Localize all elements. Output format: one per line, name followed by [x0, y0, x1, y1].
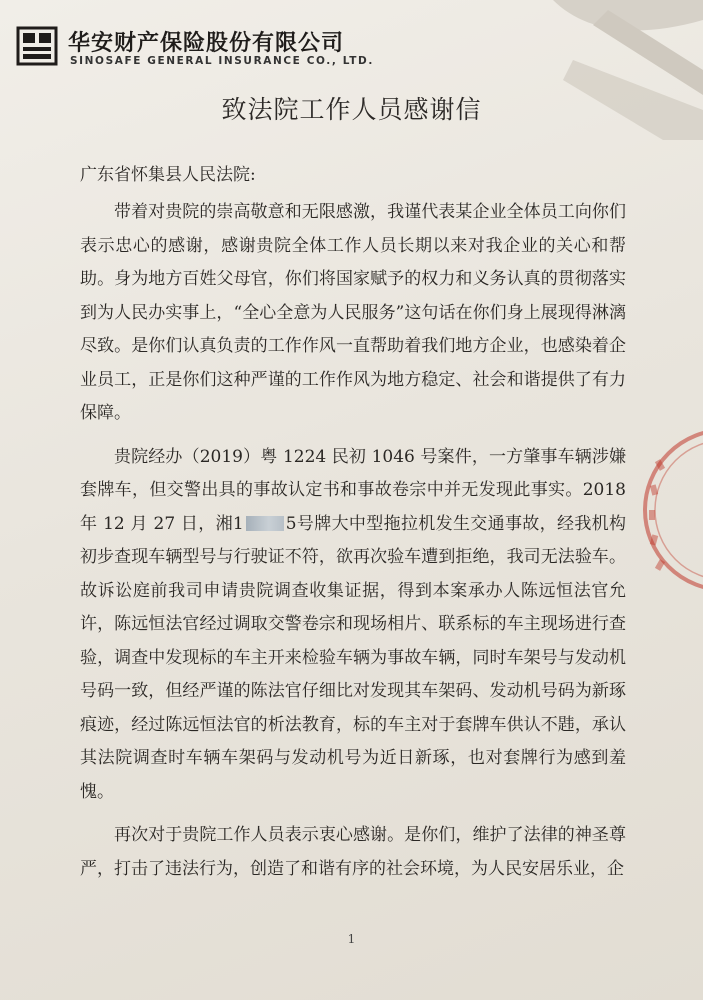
- paragraph-2: [80, 441, 626, 810]
- page-number: 1: [347, 932, 356, 946]
- paragraph-2-part-1: 贵院经办（2019）粤 1224 民初 1046 号案件，一方肇事车辆涉嫌套牌车，但交警出具的事故认定书和事故卷宗中并无发现此事实。2018 年 12 月 27 日，湘: [80, 446, 626, 534]
- company-name-en: SINOSAFE GENERAL INSURANCE CO., LTD.: [70, 55, 374, 67]
- sinosafe-logo-icon: [14, 24, 60, 68]
- salutation: 广东省怀集县人民法院:: [80, 165, 256, 185]
- letter-body: [80, 196, 626, 896]
- letter-title: 致法院工作人员感谢信: [221, 95, 482, 124]
- plate-fragment-1: 1: [232, 513, 244, 534]
- paragraph-2-part-2: 号牌大中型拖拉机发生交通事故，经我机构初步查现车辆型号与行驶证不符，欲再次验车遭到拒绝，我司无法验车。故诉讼庭前我司申请贵院调查收集证据，得到本案承办人陈远恒法官允许，陈远恒法官经过调取交警卷宗和现场相片、联系标的车主现场进行查验，调查中发现标的车主开来检验车辆为事故车辆，同时车架号与发动机号码一致，但经严谨的陈法官仔细比对发现其车架码、发动机号码为新琢痕迹，经过陈远恒法官的析法教育，标的车主对于套牌车供认不韪，承认其法院调查时车辆车架码与发动机号为近日新琢，也对套牌行为感到羞愧。: [80, 513, 626, 802]
- plate-fragment-2: 5: [285, 513, 297, 534]
- paragraph-1: 带着对贵院的崇高敬意和无限感激，我谨代表某企业全体员工向你们表示忠心的感谢，感谢贵院全体工作人员长期以来对我企业的关心和帮助。身为地方百姓父母官，你们将国家赋予的权力和义务认真的贯彻落实到为人民办实事上，“全心全意为人民服务”这句话在你们身上展现得淋漓尽致。是你们认真负责的工作作风一直帮助着我们地方企业，也感染着企业员工，正是你们这种严谨的工作作风为地方稳定、社会和谐提供了有力保障。: [80, 202, 626, 423]
- official-seal-stamp: [633, 410, 703, 610]
- redaction-block: [246, 516, 284, 531]
- paragraph-3: 再次对于贵院工作人员表示衷心感谢。是你们，维护了法律的神圣尊严，打击了违法行为，创造了和谐有序的社会环境，为人民安居乐业，企: [80, 825, 626, 879]
- company-name-cn: 华安财产保险股份有限公司: [68, 31, 345, 56]
